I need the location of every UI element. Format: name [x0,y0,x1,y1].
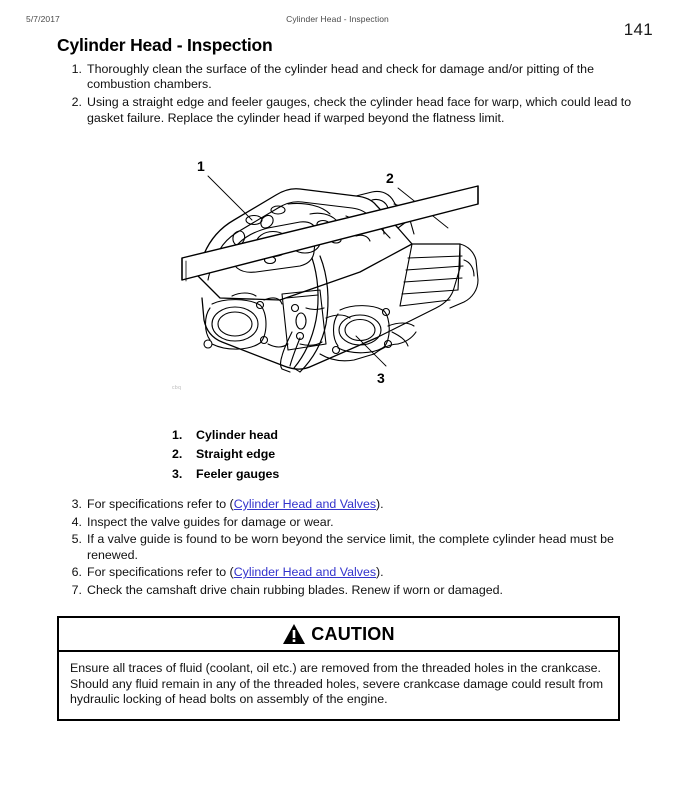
legend-item [172,465,279,484]
callout-2: 2 [386,170,394,186]
legend-item-label: Cylinder head [196,428,278,442]
page-header [0,14,675,28]
figure-legend [172,426,279,484]
list-item-number: 5. [71,532,82,547]
list-item-text: If a valve guide is found to be worn beyond the service limit, the complete cylinder head must be renewed. [87,532,614,562]
cylinder-head-line-art [160,148,530,398]
figure-artifact-label: cbq [172,385,182,391]
list-item-number: 1. [71,62,82,76]
page-title: Cylinder Head - Inspection [57,35,273,55]
caution-header [59,618,618,652]
warning-triangle-icon [282,623,306,645]
callout-1: 1 [197,158,205,174]
list-item-text-prefix: For specifications refer to ( [87,497,234,511]
caution-title: CAUTION [311,623,395,644]
list-item-number: 2. [71,95,82,110]
list-item-text-suffix: ). [376,565,384,580]
legend-item-number: 2. [172,447,183,462]
list-item-text-suffix: ). [376,497,384,511]
list-item-number: 3. [71,497,82,511]
list-item-number: 6. [71,565,82,580]
legend-item [172,445,279,464]
procedure-list-top [64,62,634,129]
cylinder-head-diagram [160,148,530,398]
legend-item-number: 3. [172,466,183,481]
list-item-text-prefix: For specifications refer to ( [87,565,234,580]
link-cylinder-head-and-valves[interactable]: Cylinder Head and Valves [233,497,377,511]
list-item [64,515,634,530]
header-date: 5/7/2017 [26,14,60,24]
list-item-number: 4. [71,514,82,529]
list-item [64,532,634,562]
list-item [64,583,634,598]
legend-item-label: Straight edge [196,447,276,462]
link-cylinder-head-and-valves[interactable]: Cylinder Head and Valves [233,565,377,580]
list-item-text [87,565,634,580]
list-item [64,497,634,512]
list-item-text: Check the camshaft drive chain rubbing blades. Renew if worn or damaged. [87,583,503,598]
page-number: 141 [623,20,653,39]
list-item [64,62,634,92]
procedure-list-bottom [64,497,634,601]
header-running-title: Cylinder Head - Inspection [286,14,389,24]
list-item-text: Using a straight edge and feeler gauges, check the cylinder head face for warp, which could lead to gasket failure. Replace the cylinder head if warped beyond the flatness limit. [87,95,632,125]
list-item-number: 7. [71,583,82,598]
list-item-text: Thoroughly clean the surface of the cylinder head and check for damage and/or pitting of the combustion chambers. [87,62,594,92]
list-item [64,565,634,580]
list-item-text [87,497,634,512]
legend-item [172,426,279,445]
legend-item-number: 1. [172,428,183,442]
caution-body-text: Ensure all traces of fluid (coolant, oil etc.) are removed from the threaded holes in the crankcase. Should any fluid remain in any of the threaded holes, severe crankcase damage could result from hydraulic locking of head bolts on assembly of the engine. [70,661,604,707]
list-item [64,95,634,125]
legend-item-label: Feeler gauges [196,466,280,481]
list-item-text: Inspect the valve guides for damage or wear. [87,514,334,529]
callout-3: 3 [377,370,385,386]
caution-box [57,616,620,721]
